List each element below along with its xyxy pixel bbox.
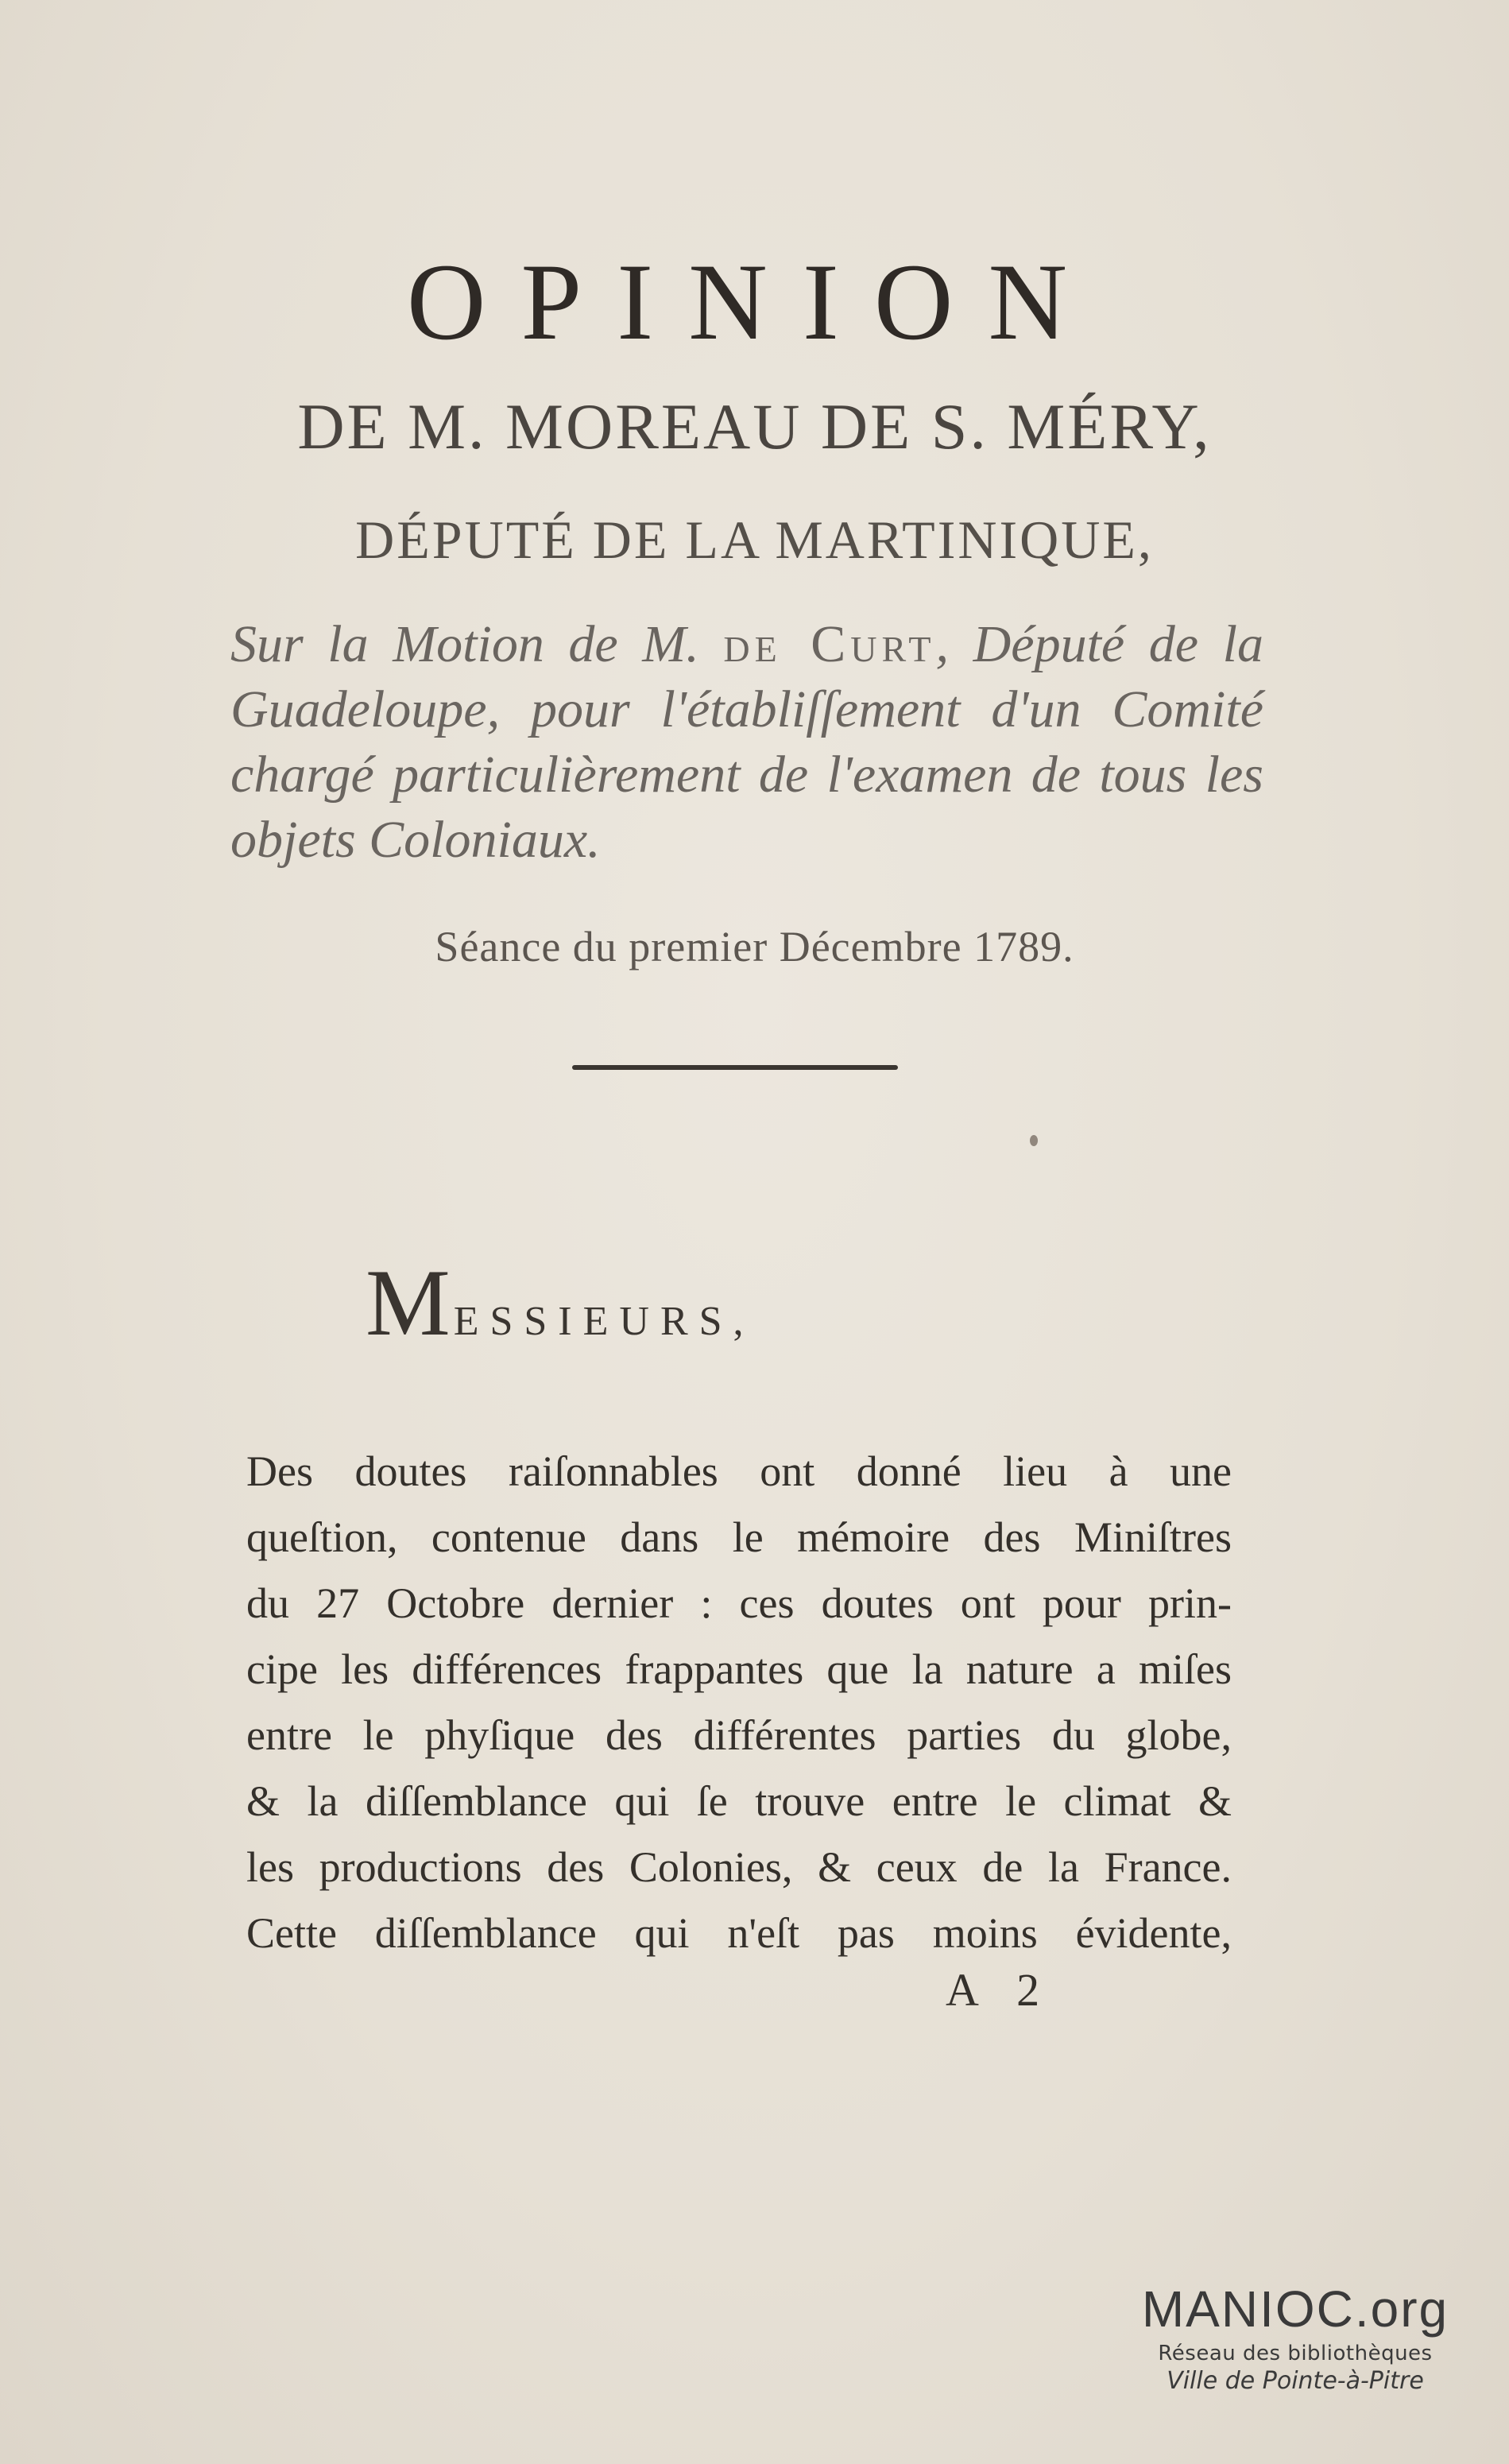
body-line: entre le phyſique des différentes parties du globe, xyxy=(246,1711,1232,1759)
manioc-watermark xyxy=(1120,2281,1470,2395)
motion-text-start: Sur la Motion de M. xyxy=(230,615,699,673)
role-line: DÉPUTÉ DE LA MARTINIQUE, xyxy=(355,509,1154,570)
motion-description xyxy=(230,612,1263,873)
document-title: OPINION xyxy=(406,241,1103,362)
salutation-rest: ESSIEURS, xyxy=(453,1299,755,1344)
watermark-line-1: Réseau des bibliothèques xyxy=(1158,2342,1433,2365)
watermark-line-2: Ville de Pointe-à-Pitre xyxy=(1167,2367,1424,2395)
motion-text-end: , Député de la Guadeloupe, pour l'établiſſement d'un Comité chargé particulièrement de l'examen de tous les objets Coloniaux. xyxy=(230,615,1264,869)
author-line: DE M. MOREAU DE S. MÉRY, xyxy=(297,390,1212,463)
motion-name: de Curt xyxy=(723,615,936,673)
body-line: & la diſſemblance qui ſe trouve entre le climat & xyxy=(246,1777,1232,1825)
signature-mark: A 2 xyxy=(946,1964,1054,2016)
salutation-initial: M xyxy=(366,1249,454,1355)
body-line: queſtion, contenue dans le mémoire des Miniſtres xyxy=(246,1513,1232,1561)
salutation xyxy=(366,1248,755,1358)
divider-rule xyxy=(572,1065,898,1070)
body-line: Des doutes raiſonnables ont donné lieu à une xyxy=(246,1447,1232,1495)
session-date: Séance du premier Décembre 1789. xyxy=(435,923,1074,970)
body-line: les productions des Colonies, & ceux de la France. xyxy=(246,1843,1232,1891)
body-line: Cette diſſemblance qui n'eſt pas moins évidente, xyxy=(246,1909,1232,1957)
body-line: du 27 Octobre dernier : ces doutes ont pour prin- xyxy=(246,1579,1232,1627)
body-line: cipe les différences frappantes que la nature a miſes xyxy=(246,1645,1232,1693)
ink-speck xyxy=(1030,1135,1038,1146)
watermark-brand: MANIOC.org xyxy=(1141,2280,1449,2338)
body-paragraph xyxy=(246,1439,1232,1966)
